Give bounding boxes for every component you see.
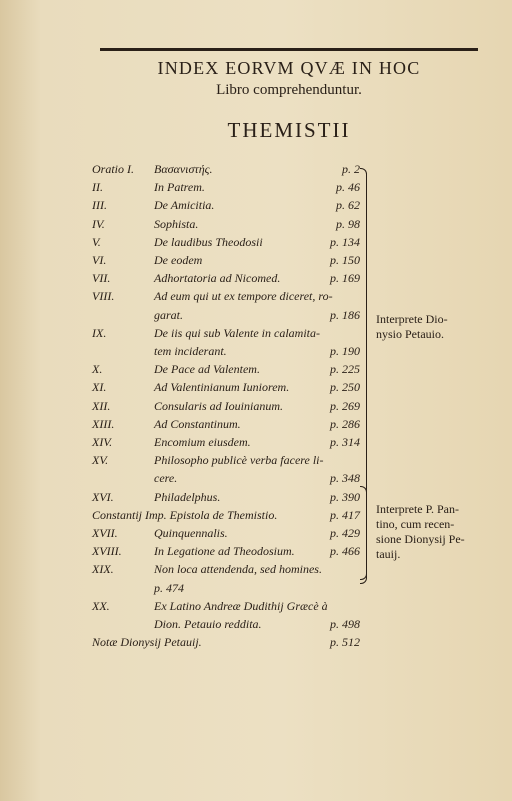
index-row <box>92 287 372 305</box>
oration-title: Encomium eiusdem. <box>154 435 251 449</box>
oration-title: Βασανιστής. <box>154 162 213 176</box>
oration-title: Quinquennalis. <box>154 526 228 540</box>
oration-number: XVI. <box>92 489 114 504</box>
oration-number: XII. <box>92 398 111 413</box>
oration-number: XVII. <box>92 526 118 540</box>
page-ref: p. 169 <box>330 271 360 286</box>
oration-title: De eodem <box>154 253 203 267</box>
index-row <box>92 560 372 578</box>
index-row <box>92 469 372 487</box>
oration-title: De Pace ad Valentem. <box>154 362 260 377</box>
page-ref: p. 2 <box>342 162 360 176</box>
index-subtitle: Libro comprehenduntur. <box>216 82 362 98</box>
oration-title: Ex Latino Andreæ Dudithij Græcè à <box>154 598 328 613</box>
oration-title: p. 474 <box>154 580 184 595</box>
translator-note-first <box>376 312 448 342</box>
oration-title: cere. <box>154 471 178 486</box>
index-row <box>92 324 372 342</box>
oration-number: XI. <box>92 380 107 395</box>
page-ref: p. 466 <box>330 544 360 559</box>
translator-note-second <box>376 502 465 562</box>
oration-number: XX. <box>92 598 110 613</box>
oration-title: Philadelphus. <box>154 489 221 504</box>
index-row <box>92 597 372 615</box>
oration-number: II. <box>92 180 103 195</box>
page-ref: p. 150 <box>330 253 360 267</box>
page-ref: p. 390 <box>330 489 360 504</box>
index-row <box>92 215 372 233</box>
oration-number: XIV. <box>92 435 113 449</box>
note-line: Interprete P. Pan- <box>376 502 459 516</box>
page-ref: p. 498 <box>330 617 360 631</box>
index-row <box>92 306 372 324</box>
oration-number: IV. <box>92 216 105 231</box>
oration-number: XIX. <box>92 562 114 577</box>
oration-number: VII. <box>92 271 111 286</box>
page-ref: p. 250 <box>330 380 360 395</box>
page-ref: p. 186 <box>330 307 360 322</box>
page-ref: p. 417 <box>330 507 360 522</box>
note-line: tino, cum recen- <box>376 517 455 531</box>
oration-title: garat. <box>154 307 184 322</box>
oration-title: Ad eum qui ut ex tempore diceret, ro- <box>154 289 333 304</box>
oration-title: Constantij Imp. Epistola de Themistio. <box>92 507 278 522</box>
oration-number: IX. <box>92 325 107 340</box>
oration-title: Non loca attendenda, sed homines. <box>154 562 322 577</box>
index-row <box>92 451 372 469</box>
index-row <box>92 633 372 651</box>
oration-number: XIII. <box>92 416 115 431</box>
note-line: Interprete Dio- <box>376 312 448 326</box>
page-ref: p. 286 <box>330 416 360 431</box>
page-ref: p. 269 <box>330 398 360 413</box>
page-ref: p. 225 <box>330 362 360 377</box>
page-ref: p. 348 <box>330 471 360 486</box>
index-row <box>92 342 372 360</box>
oration-title: Notæ Dionysij Petauij. <box>92 635 202 650</box>
oration-number: XVIII. <box>92 544 122 559</box>
index-row <box>92 615 372 633</box>
oration-title: De laudibus Theodosii <box>154 234 263 249</box>
note-line: nysio Petauio. <box>376 327 444 341</box>
oration-title: In Patrem. <box>154 180 205 195</box>
page-ref: p. 512 <box>330 635 360 650</box>
page-ref: p. 429 <box>330 526 360 540</box>
oration-title: Consularis ad Iouinianum. <box>154 398 284 413</box>
index-row <box>92 542 372 560</box>
index-row <box>92 579 372 597</box>
page-ref: p. 62 <box>336 198 360 213</box>
oration-title: De Amicitia. <box>154 198 215 213</box>
oration-number: VI. <box>92 253 107 267</box>
index-row <box>92 360 372 378</box>
note-line: sione Dionysij Pe- <box>376 532 465 546</box>
brace-second <box>360 486 367 584</box>
index-row <box>92 415 372 433</box>
oration-title: Adhortatoria ad Nicomed. <box>154 271 281 286</box>
section-heading: THEMISTII <box>227 118 351 142</box>
index-row <box>92 269 372 287</box>
oration-title: Sophista. <box>154 216 199 231</box>
oration-number: XV. <box>92 453 109 468</box>
note-line: tauij. <box>376 547 401 561</box>
index-row <box>92 506 372 524</box>
index-row <box>92 433 372 451</box>
oration-title: Dion. Petauio reddita. <box>154 617 262 631</box>
index-row <box>92 488 372 506</box>
index-title: INDEX EORVM QVÆ IN HOC <box>157 58 421 78</box>
oration-title: De iis qui sub Valente in calamita- <box>154 325 320 340</box>
index-row <box>92 160 372 178</box>
oration-title: Philosopho publicè verba facere li- <box>154 453 324 468</box>
page-ref: p. 190 <box>330 344 360 358</box>
index-row <box>92 233 372 251</box>
page-ref: p. 314 <box>330 435 360 449</box>
index-row <box>92 524 372 542</box>
oration-title: Ad Valentinianum Iuniorem. <box>154 380 290 395</box>
page-ref: p. 46 <box>336 180 360 195</box>
index-row <box>92 397 372 415</box>
oration-title: Ad Constantinum. <box>154 416 241 431</box>
page-ref: p. 134 <box>330 234 360 249</box>
oration-number: Oratio I. <box>92 162 134 176</box>
index-row <box>92 378 372 396</box>
page-ref: p. 98 <box>336 216 360 231</box>
oration-number: X. <box>92 362 103 377</box>
index-row <box>92 251 372 269</box>
oration-number: V. <box>92 234 101 249</box>
oration-number: VIII. <box>92 289 115 304</box>
oration-title: In Legatione ad Theodosium. <box>154 544 295 559</box>
index-row <box>92 196 372 214</box>
top-rule <box>100 48 478 51</box>
oration-number: III. <box>92 198 107 213</box>
oration-title: tem inciderant. <box>154 344 227 358</box>
index-row <box>92 178 372 196</box>
